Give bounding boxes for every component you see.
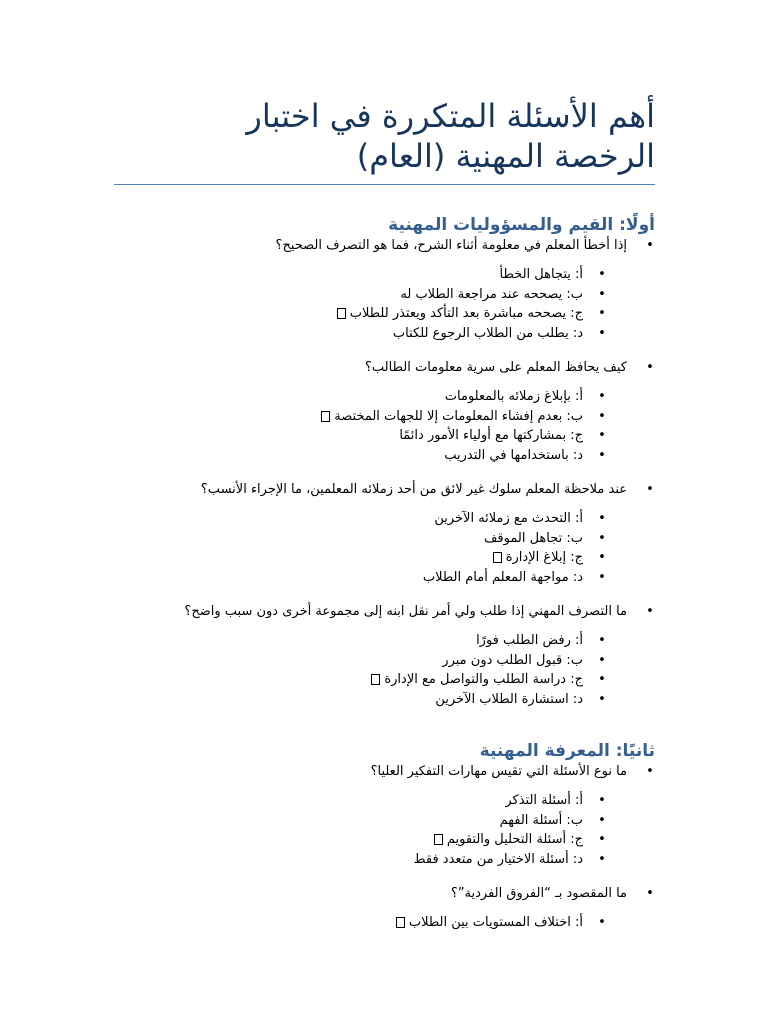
option-list [114, 913, 627, 933]
correct-answer-icon [396, 917, 405, 928]
question-text: ما المقصود بـ “الفروق الفردية”؟ [450, 886, 627, 901]
answer-option [114, 426, 627, 446]
document-page [114, 96, 655, 933]
question-item [114, 763, 655, 869]
question-item [114, 359, 655, 465]
option-text: أ: بإبلاغ زملائه بالمعلومات [444, 389, 583, 404]
bullet-icon: • [646, 482, 654, 497]
document-title [114, 96, 655, 176]
question-text: كيف يحافظ المعلم على سرية معلومات الطالب؟ [365, 360, 627, 375]
bullet-icon: • [598, 389, 606, 404]
title-line-1: أهم الأسئلة المتكررة في اختبار [246, 97, 655, 135]
answer-option [114, 913, 627, 933]
correct-answer-icon [337, 308, 346, 319]
answer-option [114, 631, 627, 651]
bullet-icon: • [598, 672, 606, 687]
option-text: د: يطلب من الطلاب الرجوع للكتاب [392, 325, 583, 341]
bullet-icon: • [598, 267, 606, 282]
option-text: ب: تجاهل الموقف [483, 530, 583, 546]
question-text: عند ملاحظة المعلم سلوك غير لائق من أحد زملائه المعلمين، ما الإجراء الأنسب؟ [200, 482, 627, 497]
question-list [114, 237, 655, 709]
option-list [114, 791, 627, 869]
option-list [114, 387, 627, 465]
bullet-icon: • [598, 286, 606, 302]
question-item [114, 603, 655, 709]
answer-option [114, 446, 627, 466]
correct-answer-icon [371, 674, 380, 685]
bullet-icon: • [598, 550, 606, 565]
option-text: ج: دراسة الطلب والتواصل مع الإدارة [384, 672, 583, 687]
answer-option [114, 811, 627, 831]
option-text: د: استشارة الطلاب الآخرين [435, 691, 583, 707]
option-text: أ: اختلاف المستويات بين الطلاب [408, 915, 583, 930]
option-text: ج: أسئلة التحليل والتقويم [446, 832, 583, 847]
option-text: أ: رفض الطلب فورًا [476, 633, 583, 648]
bullet-icon: • [598, 851, 606, 867]
answer-option [114, 529, 627, 549]
option-list [114, 631, 627, 709]
bullet-icon: • [598, 915, 606, 930]
bullet-icon: • [598, 633, 606, 648]
option-text: ب: يصححه عند مراجعة الطلاب له [400, 286, 583, 302]
option-text: أ: أسئلة التذكر [505, 793, 583, 808]
answer-option [114, 285, 627, 305]
title-line-2: الرخصة المهنية (العام) [356, 137, 655, 175]
option-text: أ: التحدث مع زملائه الآخرين [434, 511, 583, 526]
bullet-icon: • [598, 691, 606, 707]
bullet-icon: • [598, 832, 606, 847]
sections-container [114, 213, 655, 933]
answer-option [114, 670, 627, 690]
option-text: د: مواجهة المعلم أمام الطلاب [422, 569, 583, 585]
option-text: ج: يصححه مباشرة بعد التأكد ويعتذر للطلاب [349, 306, 583, 321]
answer-option [114, 568, 627, 588]
answer-option [114, 509, 627, 529]
bullet-icon: • [598, 652, 606, 668]
correct-answer-icon [493, 552, 502, 563]
option-text: أ: يتجاهل الخطأ [499, 267, 583, 282]
bullet-icon: • [646, 238, 654, 253]
section-heading: ثانيًا: المعرفة المهنية [479, 741, 655, 761]
answer-option [114, 407, 627, 427]
bullet-icon: • [598, 530, 606, 546]
bullet-icon: • [598, 447, 606, 463]
option-text: ب: بعدم إفشاء المعلومات إلا للجهات المختصة [334, 408, 583, 424]
question-text: ما التصرف المهني إذا طلب ولي أمر نقل ابنه إلى مجموعة أخرى دون سبب واضح؟ [184, 604, 627, 619]
answer-option [114, 387, 627, 407]
option-text: ب: قبول الطلب دون مبرر [442, 652, 583, 668]
bullet-icon: • [598, 569, 606, 585]
title-divider [114, 184, 655, 185]
option-list [114, 509, 627, 587]
answer-option [114, 548, 627, 568]
bullet-icon: • [598, 812, 606, 828]
bullet-icon: • [646, 604, 654, 619]
question-item [114, 885, 655, 933]
bullet-icon: • [598, 428, 606, 443]
answer-option [114, 651, 627, 671]
answer-option [114, 324, 627, 344]
question-item [114, 237, 655, 343]
option-text: د: باستخدامها في التدريب [444, 447, 583, 463]
answer-option [114, 850, 627, 870]
answer-option [114, 830, 627, 850]
bullet-icon: • [598, 793, 606, 808]
question-text: ما نوع الأسئلة التي تقيس مهارات التفكير العليا؟ [370, 764, 627, 779]
correct-answer-icon [321, 411, 330, 422]
option-list [114, 265, 627, 343]
question-list [114, 763, 655, 933]
question-text: إذا أخطأ المعلم في معلومة أثناء الشرح، فما هو التصرف الصحيح؟ [275, 238, 627, 253]
section-heading: أولًا: القيم والمسؤوليات المهنية [388, 215, 655, 235]
answer-option [114, 690, 627, 710]
correct-answer-icon [434, 834, 443, 845]
answer-option [114, 304, 627, 324]
bullet-icon: • [646, 886, 654, 901]
bullet-icon: • [598, 325, 606, 341]
option-text: د: أسئلة الاختيار من متعدد فقط [413, 851, 583, 867]
bullet-icon: • [646, 764, 654, 779]
answer-option [114, 791, 627, 811]
bullet-icon: • [598, 306, 606, 321]
bullet-icon: • [598, 511, 606, 526]
option-text: ج: إبلاغ الإدارة [505, 550, 583, 565]
option-text: ج: بمشاركتها مع أولياء الأمور دائمًا [399, 428, 583, 443]
bullet-icon: • [646, 360, 654, 375]
answer-option [114, 265, 627, 285]
option-text: ب: أسئلة الفهم [499, 812, 583, 828]
bullet-icon: • [598, 408, 606, 424]
question-item [114, 481, 655, 587]
